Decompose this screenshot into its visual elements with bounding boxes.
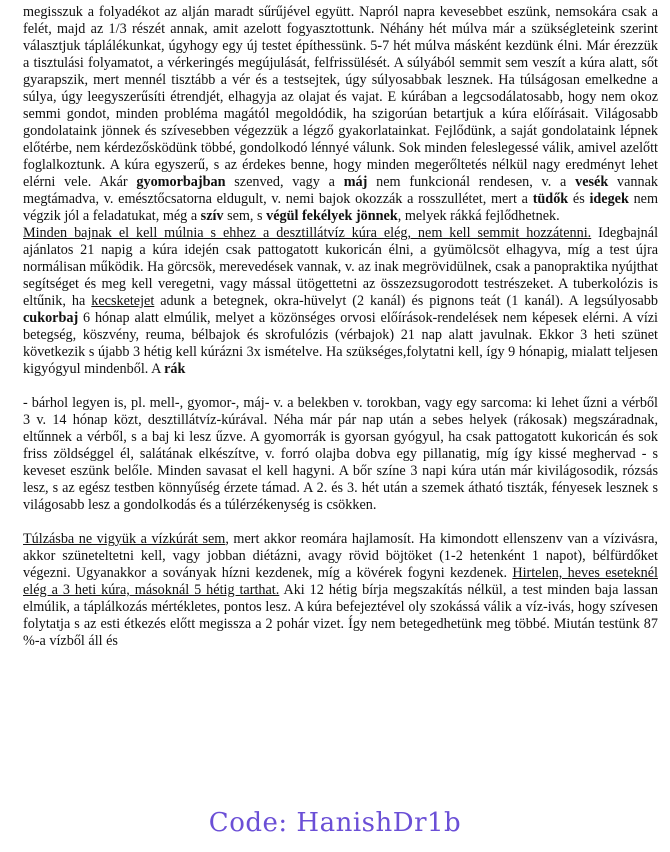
text-run: vannak megtámadva, v. emésztőcsatorna eldugult, v. nemi bajok okozzák a rosszullétet, mert a	[23, 174, 658, 207]
text-run: nem végzik jól a feladatukat, még a	[23, 191, 658, 224]
bold-term: végül fekélyek jönnek	[266, 208, 398, 224]
text-run: Aki 12 hétig bírja megszakítás nélkül, a test minden baja lassan elmúlik, a táplálkozás mértékletes, pontos lesz. A kúra befejeztével oly szokássá válik a víz-ivás, hogy szívesen folytatja s az esti étkezés előtt megissza a 2 pohár vizet. Így nem betegedhetünk meg többé. Miután testünk 87 %-a vízből áll és	[23, 582, 658, 649]
bold-term: máj	[343, 174, 368, 190]
paragraph-2	[23, 225, 658, 378]
bold-term: rák	[164, 361, 186, 377]
text-run: nem funkcionál rendesen, v. a	[367, 174, 576, 190]
underlined-sentence: Hirtelen, heves eseteknél elég a 3 heti kúra, másoknál 5 hétig tarthat.	[23, 565, 658, 598]
bold-term: szív	[200, 208, 224, 224]
watermark-code: Code: HanishDr1b	[208, 808, 462, 838]
bold-term: idegek	[589, 191, 629, 207]
paragraph-3: - bárhol legyen is, pl. mell-, gyomor-, máj- v. a belekben v. torokban, vagy egy sarcoma: ki lehet űzni a vérből 3 v. 14 hónap közt, desztillátvíz-kúrával. Néha már pár nap után a sebes helyek (rákosak) megszáradnak, eltűnnek a vérből, s a baj ki lesz űzve. A gyomorrák is gyorsan gyógyul, ha csak pattogatott kukoricán és sok friss zöldséggel él, salátának elkészítve, v. forró olajba dobva egy pillanatig, míg így kissé meghervad - s keveset eszünk belőle. Minden savasat el kell hagyni. A bőr színe 3 napi kúra után már kivilágosodik, rózsás lesz, s az egész testben könnyűség érzete támad. A 2. és 3. hét után a szemek átható tiszták, fényesek lesznek s világosabb lesz a gondolkodás és a túlérzékenység is csökken.	[23, 395, 658, 513]
text-run: 6 hónap alatt elmúlik, melyet a közönséges orvosi előírások-rendelések nem képesek elérni. A vízi betegség, köszvény, reuma, bélbajok és skrofulózis (vérbajok) 21 nap alatt javulnak. Ekkor 3 heti szünet következik s újabb 3 hétig kell kúrázni 3x ismételve. Ha szükséges,folytatni kell, így 9 hónapig, mialatt teljesen kigyógyul mindenből. A	[23, 310, 658, 377]
text-run: sem, s	[223, 208, 267, 224]
text-run: megisszuk a folyadékot az alján maradt sűrűjével együtt. Napról napra kevesebbet eszünk, nemsokára csak a felét, majd az 1/3 részét annak, amit azelott fogyasztottunk. Néhány hét múlva már a szükségleteink szerint választjuk táplálékunkat, úgyhogy egy új testet építhessünk. 5-7 hét múlva másként kezdünk élni. Már érezzük a tisztulási folyamatot, a vérkeringés megújulását, felfrissülését. A súlyából semmit sem veszít a kúra alatt, sőt gyarapszik, mert mennél tisztább a vér és a testsejtek, úgy súlyosabbak lesznek. Ha túlságosan emelkedne a súlya, úgy leegyszerűsíti étrendjét, elhagyja az olajat és vajat. E kúrában a legcsodálatosabb, hogy nem okoz semmi gondot, minden probléma magától megoldódik, ha szigorúan betartjuk a kúra előírásait. Világosabb gondolataink jönnek és szívesebben végezzük a légző gyakorlatainkat. Fejlődünk, a saját gondolataink lépnek előtérbe, nem kérdezősködünk többé, gondolkodó lénnyé válunk. Sok minden feleslegessé válik, amivel azelőtt foglalkoztunk. A kúra egyszerű, s az érdekes benne, hogy minden megerőltetés nélkül nagy eredményt lehet elérni vele. Akár	[23, 4, 658, 190]
text-run: adunk a betegnek, okra-hüvelyt (2 kanál) és pignons teát (1 kanál). A legsúlyosabb	[154, 293, 658, 309]
underlined-sentence: Minden bajnak el kell múlnia s ehhez a desztillátvíz kúra elég, nem kell semmit hozzátenni.	[23, 225, 592, 241]
paragraph-1	[23, 4, 658, 225]
text-run: és	[568, 191, 590, 207]
text-run: , melyek rákká fejlődhetnek.	[397, 208, 560, 224]
text-run: Idegbajnál ajánlatos 21 napig a kúra idején csak pattogatott kukoricán élni, a gyümölcsöt elhagyva, míg a test újra normálisan működik. Ha görcsök, merevedések vannak, v. az inak megrövidülnek, csak a panopraktika nyújthat segítséget és meg kell veregetni, vagy mással ütögettetni az összezsugorodott testrészeket. A tuberkolózis is eltűnik, ha	[23, 225, 659, 309]
underlined-sentence: Túlzásba ne vigyük a vízkúrát sem	[23, 531, 226, 547]
paragraph-gap	[23, 378, 658, 395]
paragraph-4	[23, 531, 658, 650]
bold-term: vesék	[575, 174, 609, 190]
bold-term: cukorbaj	[23, 310, 79, 326]
text-run: , mert akkor reomára hajlamosít. Ha kimondott ellenszenv van a vízivásra, akkor szüneteltetni kell, vagy jobban diétázni, avagy rövid böjtöket (1-2 hetenként 1 napot), bélfürdőket végezni. Ugyanakkor a soványak hízni kezdenek, míg a kövérek fogyni kezdenek.	[23, 531, 658, 581]
text-run: szenved, vagy a	[225, 174, 344, 190]
bold-term: gyomorbajban	[136, 174, 226, 190]
underlined-term: kecsketejet	[91, 293, 155, 309]
bold-term: tüdők	[532, 191, 569, 207]
paragraph-gap	[23, 514, 658, 531]
